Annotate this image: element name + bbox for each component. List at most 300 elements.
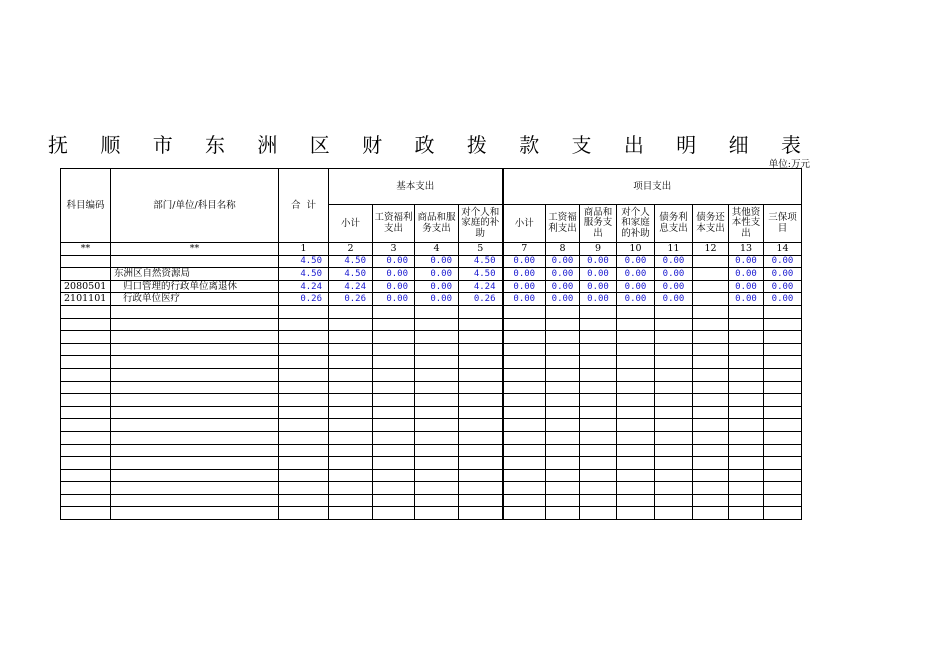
empty-cell <box>415 356 459 369</box>
row-value: 0.00 <box>373 293 415 306</box>
empty-cell <box>693 469 729 482</box>
empty-cell <box>373 507 415 520</box>
empty-cell <box>617 381 655 394</box>
empty-cell <box>693 343 729 356</box>
empty-cell <box>729 318 764 331</box>
empty-cell <box>655 394 693 407</box>
empty-cell <box>61 482 111 495</box>
row-value: 0.00 <box>415 293 459 306</box>
empty-cell <box>546 507 580 520</box>
empty-cell <box>111 482 279 495</box>
row-value: 0.00 <box>546 293 580 306</box>
empty-cell <box>617 419 655 432</box>
empty-cell <box>111 431 279 444</box>
empty-cell <box>617 343 655 356</box>
empty-row <box>61 343 802 356</box>
empty-cell <box>415 444 459 457</box>
empty-cell <box>61 406 111 419</box>
empty-cell <box>729 507 764 520</box>
empty-cell <box>459 482 503 495</box>
empty-cell <box>580 457 617 470</box>
empty-cell <box>459 406 503 419</box>
empty-cell <box>111 507 279 520</box>
empty-cell <box>729 381 764 394</box>
empty-cell <box>61 343 111 356</box>
empty-row <box>61 318 802 331</box>
empty-cell <box>459 494 503 507</box>
table-row <box>61 268 802 281</box>
empty-cell <box>729 368 764 381</box>
empty-cell <box>373 394 415 407</box>
empty-cell <box>617 507 655 520</box>
row-value: 0.00 <box>729 255 764 268</box>
empty-row <box>61 305 802 318</box>
empty-cell <box>729 444 764 457</box>
empty-cell <box>329 394 373 407</box>
empty-cell <box>329 318 373 331</box>
row-value: 0.00 <box>617 255 655 268</box>
empty-cell <box>729 469 764 482</box>
empty-cell <box>693 406 729 419</box>
empty-cell <box>111 381 279 394</box>
empty-cell <box>329 381 373 394</box>
index-cell: 8 <box>546 243 580 256</box>
empty-cell <box>503 381 546 394</box>
header-basic-salary: 工资福利支出 <box>373 205 415 243</box>
empty-cell <box>373 305 415 318</box>
empty-cell <box>693 381 729 394</box>
empty-cell <box>764 368 802 381</box>
table-row <box>61 293 802 306</box>
empty-cell <box>329 431 373 444</box>
row-value: 0.00 <box>617 280 655 293</box>
empty-cell <box>329 457 373 470</box>
empty-cell <box>764 469 802 482</box>
empty-cell <box>729 419 764 432</box>
empty-cell <box>459 469 503 482</box>
empty-cell <box>546 305 580 318</box>
index-cell: 7 <box>503 243 546 256</box>
empty-cell <box>655 368 693 381</box>
empty-cell <box>546 419 580 432</box>
empty-cell <box>764 318 802 331</box>
row-value: 0.00 <box>546 280 580 293</box>
empty-cell <box>693 494 729 507</box>
row-value: 0.26 <box>459 293 503 306</box>
empty-cell <box>693 419 729 432</box>
empty-cell <box>580 444 617 457</box>
header-project-subsidy: 对个人和家庭的补助 <box>617 205 655 243</box>
table-row <box>61 280 802 293</box>
row-value: 4.24 <box>279 280 329 293</box>
index-cell: 3 <box>373 243 415 256</box>
empty-cell <box>415 381 459 394</box>
empty-cell <box>617 318 655 331</box>
empty-cell <box>546 406 580 419</box>
empty-cell <box>580 469 617 482</box>
index-cell: 9 <box>580 243 617 256</box>
empty-cell <box>329 507 373 520</box>
header-project: 项目支出 <box>503 169 802 205</box>
row-value: 0.00 <box>764 255 802 268</box>
index-cell: 10 <box>617 243 655 256</box>
row-name <box>111 255 279 268</box>
empty-cell <box>111 368 279 381</box>
empty-cell <box>279 494 329 507</box>
empty-cell <box>61 457 111 470</box>
empty-cell <box>279 343 329 356</box>
index-cell: ** <box>111 243 279 256</box>
empty-cell <box>415 394 459 407</box>
row-value: 0.00 <box>764 268 802 281</box>
empty-cell <box>764 431 802 444</box>
empty-cell <box>655 331 693 344</box>
empty-cell <box>415 507 459 520</box>
empty-cell <box>503 331 546 344</box>
empty-cell <box>61 305 111 318</box>
empty-cell <box>580 431 617 444</box>
empty-cell <box>279 381 329 394</box>
empty-cell <box>459 305 503 318</box>
empty-cell <box>459 331 503 344</box>
empty-cell <box>655 457 693 470</box>
empty-cell <box>329 482 373 495</box>
empty-cell <box>729 457 764 470</box>
row-value: 4.50 <box>459 268 503 281</box>
empty-row <box>61 482 802 495</box>
index-cell: 14 <box>764 243 802 256</box>
empty-cell <box>503 507 546 520</box>
empty-cell <box>617 331 655 344</box>
empty-cell <box>617 394 655 407</box>
empty-row <box>61 469 802 482</box>
row-value: 4.50 <box>329 255 373 268</box>
empty-cell <box>111 457 279 470</box>
row-value: 0.00 <box>617 268 655 281</box>
row-value: 0.00 <box>373 280 415 293</box>
empty-cell <box>546 381 580 394</box>
empty-row <box>61 394 802 407</box>
empty-cell <box>373 368 415 381</box>
empty-cell <box>459 343 503 356</box>
empty-cell <box>764 394 802 407</box>
empty-row <box>61 419 802 432</box>
empty-cell <box>329 356 373 369</box>
empty-cell <box>415 406 459 419</box>
empty-cell <box>279 368 329 381</box>
empty-cell <box>655 356 693 369</box>
row-value: 4.50 <box>459 255 503 268</box>
empty-cell <box>580 419 617 432</box>
row-code <box>61 255 111 268</box>
empty-cell <box>503 419 546 432</box>
empty-cell <box>580 368 617 381</box>
empty-cell <box>693 444 729 457</box>
empty-cell <box>503 343 546 356</box>
empty-cell <box>546 482 580 495</box>
empty-cell <box>580 356 617 369</box>
empty-row <box>61 457 802 470</box>
row-value: 0.00 <box>415 280 459 293</box>
empty-cell <box>459 444 503 457</box>
empty-cell <box>546 368 580 381</box>
empty-cell <box>415 419 459 432</box>
header-code: 科目编码 <box>61 169 111 243</box>
empty-cell <box>655 318 693 331</box>
row-value: 0.26 <box>279 293 329 306</box>
empty-cell <box>111 394 279 407</box>
empty-cell <box>655 507 693 520</box>
empty-cell <box>580 482 617 495</box>
expenditure-table <box>60 168 802 520</box>
header-project-salary: 工资福利支出 <box>546 205 580 243</box>
empty-cell <box>111 406 279 419</box>
empty-cell <box>111 469 279 482</box>
row-value: 0.00 <box>503 280 546 293</box>
empty-cell <box>617 368 655 381</box>
empty-cell <box>459 318 503 331</box>
row-value: 4.50 <box>279 268 329 281</box>
empty-cell <box>617 356 655 369</box>
empty-cell <box>580 305 617 318</box>
row-code: 2101101 <box>61 293 111 306</box>
header-project-debt-interest: 债务利息支出 <box>655 205 693 243</box>
empty-cell <box>729 305 764 318</box>
empty-cell <box>329 419 373 432</box>
row-value: 0.00 <box>729 293 764 306</box>
empty-cell <box>415 305 459 318</box>
empty-cell <box>764 356 802 369</box>
row-value: 0.00 <box>655 293 693 306</box>
header-project-goods: 商品和服务支出 <box>580 205 617 243</box>
empty-cell <box>655 431 693 444</box>
empty-cell <box>329 343 373 356</box>
empty-cell <box>61 444 111 457</box>
empty-cell <box>373 381 415 394</box>
empty-cell <box>693 431 729 444</box>
empty-cell <box>279 331 329 344</box>
empty-cell <box>111 444 279 457</box>
empty-cell <box>764 381 802 394</box>
empty-cell <box>459 457 503 470</box>
empty-cell <box>415 318 459 331</box>
empty-cell <box>503 394 546 407</box>
empty-cell <box>729 331 764 344</box>
row-value: 0.00 <box>764 280 802 293</box>
empty-cell <box>580 507 617 520</box>
empty-cell <box>279 419 329 432</box>
empty-cell <box>279 507 329 520</box>
empty-cell <box>279 482 329 495</box>
row-value: 0.00 <box>580 268 617 281</box>
unit-label: 单位:万元 <box>768 159 810 170</box>
row-value: 0.00 <box>655 255 693 268</box>
empty-cell <box>61 494 111 507</box>
row-code <box>61 268 111 281</box>
empty-cell <box>61 507 111 520</box>
empty-cell <box>693 457 729 470</box>
row-name: 东洲区自然资源局 <box>111 268 279 281</box>
empty-cell <box>415 469 459 482</box>
header-name: 部门/单位/科目名称 <box>111 169 279 243</box>
empty-cell <box>459 394 503 407</box>
empty-cell <box>764 331 802 344</box>
empty-cell <box>503 457 546 470</box>
header-project-sanbao: 三保项目 <box>764 205 802 243</box>
empty-cell <box>546 343 580 356</box>
empty-cell <box>415 343 459 356</box>
empty-cell <box>617 494 655 507</box>
empty-cell <box>61 356 111 369</box>
empty-cell <box>329 368 373 381</box>
empty-cell <box>546 469 580 482</box>
empty-cell <box>329 469 373 482</box>
empty-cell <box>693 368 729 381</box>
empty-cell <box>373 406 415 419</box>
empty-cell <box>655 469 693 482</box>
empty-cell <box>764 343 802 356</box>
empty-cell <box>764 494 802 507</box>
empty-cell <box>546 394 580 407</box>
empty-cell <box>655 494 693 507</box>
empty-cell <box>459 507 503 520</box>
empty-cell <box>111 356 279 369</box>
index-cell: 11 <box>655 243 693 256</box>
empty-cell <box>459 381 503 394</box>
row-code: 2080501 <box>61 280 111 293</box>
row-value: 0.00 <box>373 255 415 268</box>
empty-cell <box>580 318 617 331</box>
empty-cell <box>546 444 580 457</box>
empty-cell <box>415 482 459 495</box>
row-value: 0.00 <box>729 268 764 281</box>
empty-cell <box>373 331 415 344</box>
row-value: 0.00 <box>415 255 459 268</box>
row-value: 4.24 <box>329 280 373 293</box>
header-basic-subtotal: 小计 <box>329 205 373 243</box>
empty-cell <box>580 331 617 344</box>
empty-cell <box>546 457 580 470</box>
empty-cell <box>329 444 373 457</box>
empty-cell <box>61 318 111 331</box>
empty-cell <box>111 318 279 331</box>
empty-cell <box>655 343 693 356</box>
empty-cell <box>693 356 729 369</box>
empty-cell <box>693 331 729 344</box>
header-basic-goods: 商品和服务支出 <box>415 205 459 243</box>
index-cell: ** <box>61 243 111 256</box>
empty-row <box>61 331 802 344</box>
empty-cell <box>279 444 329 457</box>
header-basic: 基本支出 <box>329 169 503 205</box>
empty-cell <box>617 431 655 444</box>
empty-cell <box>329 305 373 318</box>
row-value: 0.00 <box>546 255 580 268</box>
empty-cell <box>415 368 459 381</box>
empty-cell <box>580 343 617 356</box>
empty-cell <box>459 419 503 432</box>
empty-cell <box>373 444 415 457</box>
header-total: 合 计 <box>279 169 329 243</box>
empty-cell <box>655 419 693 432</box>
row-value: 0.00 <box>729 280 764 293</box>
empty-cell <box>617 444 655 457</box>
empty-cell <box>373 356 415 369</box>
empty-cell <box>459 431 503 444</box>
empty-cell <box>764 406 802 419</box>
empty-cell <box>617 406 655 419</box>
empty-cell <box>655 305 693 318</box>
row-value: 0.00 <box>373 268 415 281</box>
empty-cell <box>546 318 580 331</box>
empty-cell <box>373 482 415 495</box>
empty-cell <box>729 394 764 407</box>
empty-cell <box>729 356 764 369</box>
empty-row <box>61 507 802 520</box>
empty-cell <box>693 318 729 331</box>
empty-cell <box>580 394 617 407</box>
empty-cell <box>111 331 279 344</box>
index-cell: 5 <box>459 243 503 256</box>
row-value <box>693 268 729 281</box>
index-cell: 1 <box>279 243 329 256</box>
header-project-subtotal: 小计 <box>503 205 546 243</box>
index-cell: 2 <box>329 243 373 256</box>
empty-cell <box>373 469 415 482</box>
empty-cell <box>546 331 580 344</box>
empty-cell <box>764 444 802 457</box>
empty-cell <box>693 394 729 407</box>
empty-cell <box>503 494 546 507</box>
header-project-other-capital: 其他资本性支出 <box>729 205 764 243</box>
row-value: 0.00 <box>617 293 655 306</box>
empty-cell <box>580 381 617 394</box>
empty-cell <box>61 381 111 394</box>
header-project-debt-principal: 债务还本支出 <box>693 205 729 243</box>
empty-cell <box>329 331 373 344</box>
empty-cell <box>279 305 329 318</box>
empty-cell <box>61 419 111 432</box>
empty-cell <box>279 431 329 444</box>
empty-row <box>61 381 802 394</box>
empty-cell <box>764 507 802 520</box>
empty-cell <box>373 318 415 331</box>
empty-cell <box>655 444 693 457</box>
empty-cell <box>373 457 415 470</box>
empty-cell <box>503 444 546 457</box>
row-value: 0.00 <box>580 293 617 306</box>
report-title: 抚 顺 市 东 洲 区 财 政 拨 款 支 出 明 细 表 <box>47 133 814 157</box>
empty-cell <box>279 356 329 369</box>
empty-cell <box>373 419 415 432</box>
empty-cell <box>546 494 580 507</box>
empty-cell <box>111 494 279 507</box>
empty-cell <box>693 507 729 520</box>
row-value: 0.00 <box>580 280 617 293</box>
row-value: 0.00 <box>580 255 617 268</box>
empty-cell <box>61 469 111 482</box>
empty-cell <box>764 482 802 495</box>
empty-cell <box>617 469 655 482</box>
empty-cell <box>729 482 764 495</box>
empty-row <box>61 406 802 419</box>
empty-cell <box>503 318 546 331</box>
row-value: 0.00 <box>655 280 693 293</box>
empty-cell <box>459 368 503 381</box>
row-value: 0.00 <box>764 293 802 306</box>
empty-row <box>61 368 802 381</box>
empty-cell <box>279 394 329 407</box>
